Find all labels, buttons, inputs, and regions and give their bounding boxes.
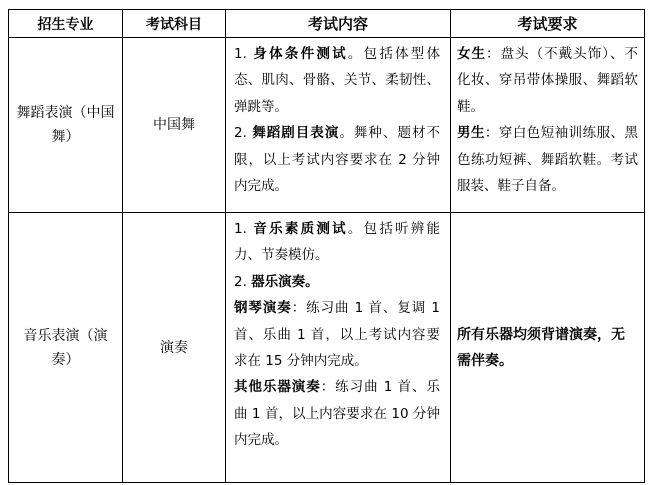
content-cell bbox=[226, 213, 451, 483]
content-item: 1. 身体条件测试。包括体型体态、肌肉、骨骼、关节、柔韧性、弹跳等。 bbox=[234, 46, 441, 115]
content-item: 2. 舞蹈剧目表演。舞种、题材不限，以上考试内容要求在 2 分钟内完成。 bbox=[234, 125, 441, 195]
content-item: 钢琴演奏：练习曲 1 首、复调 1 首、乐曲 1 首，以上考试内容要求在 15 分钟内完成。 bbox=[234, 300, 440, 370]
major-cell: 舞蹈表演（中国舞） bbox=[9, 38, 123, 213]
header-major: 招生专业 bbox=[9, 10, 123, 38]
admission-table bbox=[8, 9, 645, 483]
table-row bbox=[9, 38, 645, 213]
requirements-cell: 所有乐器均须背谱演奏，无需伴奏。 bbox=[451, 213, 645, 483]
subject-cell: 演奏 bbox=[123, 213, 226, 483]
header-subject: 考试科目 bbox=[123, 10, 226, 38]
requirement-item: 男生：穿白色短袖训练服、黑色练功短裤、舞蹈软鞋。考试服装、鞋子自备。 bbox=[457, 125, 639, 195]
content-item: 其他乐器演奏：练习曲 1 首、乐曲 1 首，以上内容要求在 10 分钟内完成。 bbox=[234, 379, 441, 449]
content-item: 1. 音乐素质测试。包括听辨能力、节奏模仿。 bbox=[234, 221, 441, 264]
header-row bbox=[9, 10, 645, 38]
subject-cell: 中国舞 bbox=[123, 38, 226, 213]
major-cell: 音乐表演（演奏） bbox=[9, 213, 123, 483]
content-cell bbox=[226, 38, 451, 213]
requirements-cell bbox=[451, 38, 645, 213]
requirement-item: 女生：盘头（不戴头饰）、不化妆、穿吊带体操服、舞蹈软鞋。 bbox=[457, 46, 639, 115]
header-content: 考试内容 bbox=[226, 10, 451, 38]
header-requirements: 考试要求 bbox=[451, 10, 645, 38]
content-item: 2. 器乐演奏。 bbox=[234, 273, 319, 290]
table-row bbox=[9, 213, 645, 483]
